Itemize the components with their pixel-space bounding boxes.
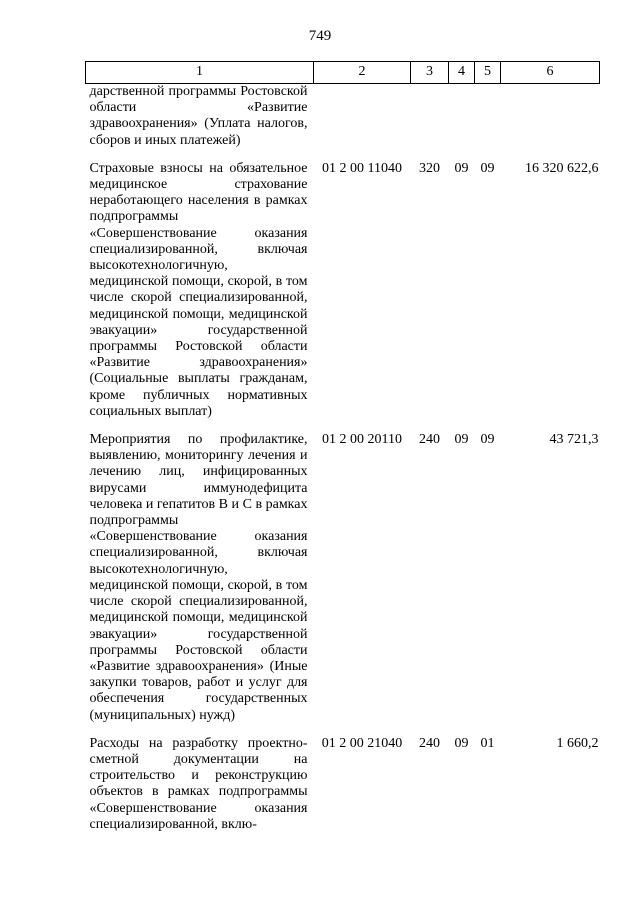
row-subsection: 01 xyxy=(480,735,495,751)
column-header: 3 xyxy=(411,62,449,84)
row-subsection: 09 xyxy=(480,160,495,176)
row-amount xyxy=(501,84,600,161)
column-header: 4 xyxy=(449,62,475,84)
row-type: 240 xyxy=(419,735,440,751)
row-subsection xyxy=(475,84,501,161)
table-header-row xyxy=(86,62,600,84)
row-amount: 1 660,2 xyxy=(556,735,599,751)
table-row xyxy=(86,84,600,161)
row-description: дарственной программы Ростовской области «Развитие здравоохранения» (Уплата налогов, сборов и иных платежей) xyxy=(89,84,308,148)
row-code: 01 2 00 20110 xyxy=(322,432,402,448)
budget-table xyxy=(85,61,600,833)
row-description: Страховые взносы на обязательное медицинское страхование неработающего населения в рамках подпрограммы «Совершенствование оказания специализированной, включая высокотехнологичную, медицинской помощи, скорой, в том числе скорой специализированной, медицинской помощи, медицинской эвакуации» государственной программы Ростовской области «Развитие здравоохранения» (Социальные выплаты гражданам, кроме публичных нормативных социальных выплат) xyxy=(89,160,308,419)
row-section: 09 xyxy=(454,735,469,751)
row-subsection: 09 xyxy=(480,432,495,448)
row-amount: 43 721,3 xyxy=(549,432,599,448)
row-type: 320 xyxy=(419,160,440,176)
table-row xyxy=(86,432,600,736)
row-section: 09 xyxy=(454,160,469,176)
row-amount: 16 320 622,6 xyxy=(525,160,599,176)
column-header: 1 xyxy=(86,62,314,84)
column-header: 2 xyxy=(314,62,411,84)
row-code: 01 2 00 11040 xyxy=(322,160,402,176)
row-section xyxy=(449,84,475,161)
row-code xyxy=(314,84,411,161)
row-section: 09 xyxy=(454,432,469,448)
row-type: 240 xyxy=(419,432,440,448)
column-header: 6 xyxy=(501,62,600,84)
table-row xyxy=(86,161,600,432)
row-description: Расходы на разработку проектно-сметной документации на строительство и реконструкцию объектов в рамках подпрограммы «Совершенствование оказания специализированной, вклю- xyxy=(89,735,308,832)
column-header: 5 xyxy=(475,62,501,84)
row-code: 01 2 00 21040 xyxy=(321,735,403,751)
table-row xyxy=(86,736,600,833)
page-number: 749 xyxy=(308,28,332,44)
row-type xyxy=(411,84,449,161)
row-description: Мероприятия по профилактике, выявлению, мониторингу лечения и лечению лиц, инфицированных вирусами иммунодефицита человека и гепатитов B и C в рамках подпрограммы «Совершенствование оказания специализированной, включая высокотехнологичную, медицинской помощи, скорой, в том числе скорой специализированной, медицинской помощи, медицинской эвакуации» государственной программы Ростовской области «Развитие здравоохранения» (Иные закупки товаров, работ и услуг для обеспечения государственных (муниципальных) нужд) xyxy=(89,432,308,723)
